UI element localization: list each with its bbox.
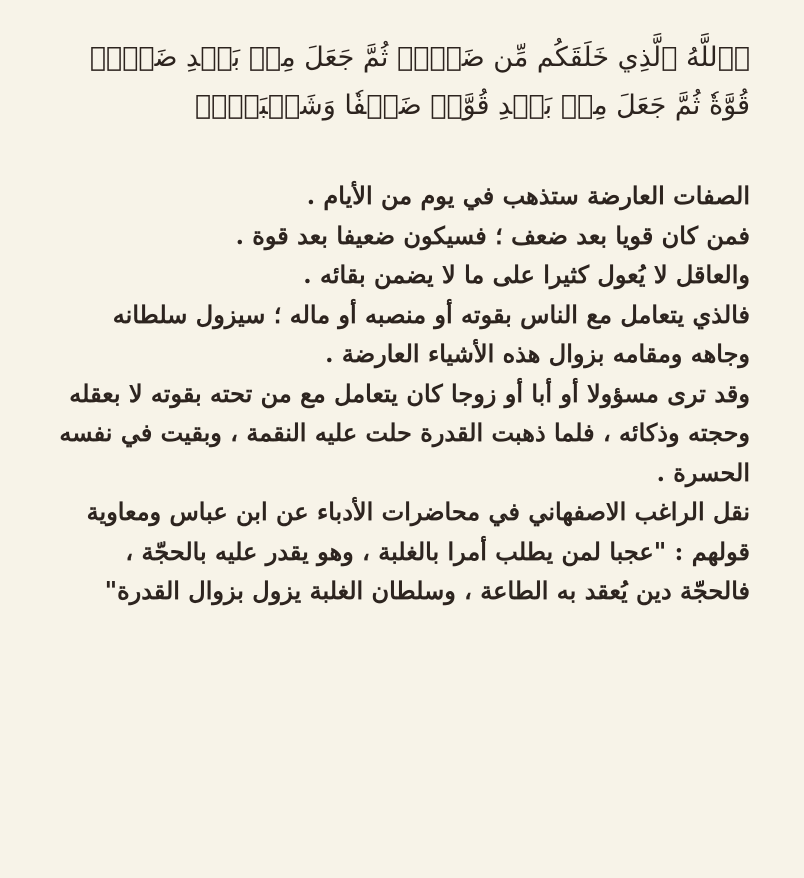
body-text: [50, 176, 750, 611]
paragraph-3: والعاقل لا يُعول كثيرا على ما لا يضمن بقائه .: [303, 260, 750, 289]
paragraph-6: نقل الراغب الاصفهاني في محاضرات الأدباء عن ابن عباس ومعاوية قولهم : "عجبا لمن يطلب أمرا بالغلبة ، وهو يقدر عليه بالحجّة ، فالحجّة دين يُعقد به الطاعة ، وسلطان الغلبة يزول بزوال القدرة": [86, 497, 750, 605]
paragraph-1: الصفات العارضة ستذهب في يوم من الأيام .: [306, 181, 750, 210]
paragraph-2: فمن كان قويا بعد ضعف ؛ فسيكون ضعيفا بعد قوة .: [235, 220, 750, 250]
paragraph-5: وقد ترى مسؤولا أو أبا أو زوجا كان يتعامل مع من تحته بقوته لا بعقله وحجته وذكائه ، فلما ذهبت القدرة حلت عليه النقمة ، وبقيت في نفسه الحسرة .: [59, 378, 750, 487]
paragraph-4: فالذي يتعامل مع الناس بقوته أو منصبه أو ماله ؛ سيزول سلطانه وجاهه ومقامه بزوال هذه الأشياء العارضة .: [112, 299, 750, 368]
quran-verse: ﴿ٱللَّهُ ٱلَّذِي خَلَقَكُم مِّن ضَعۡفٖ ثُمَّ جَعَلَ مِنۢ بَعۡدِ ضَعۡفٖ قُوَّةٗ ثُمَّ جَعَلَ مِنۢ بَعۡدِ قُوَّةٖ ضَعۡفٗا وَشَيۡبَةٗۚ﴾: [89, 42, 750, 121]
